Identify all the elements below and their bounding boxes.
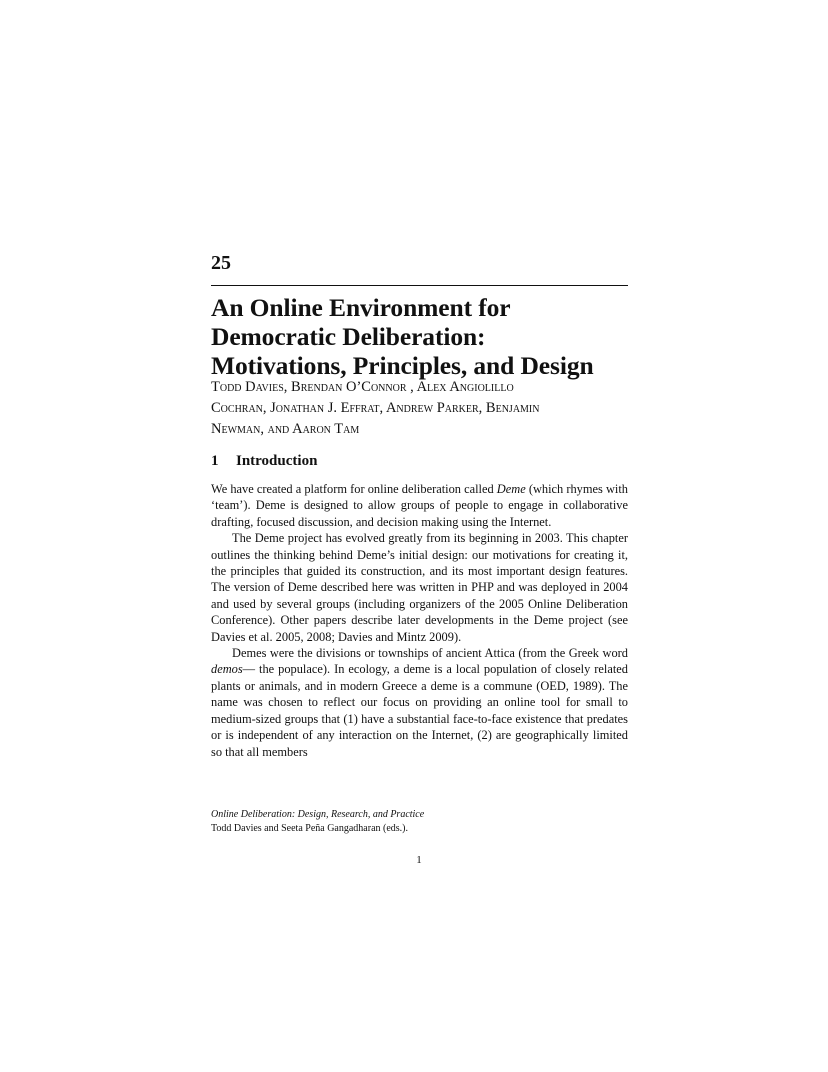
chapter-title-line: Motivations, Principles, and Design [211, 351, 594, 380]
paragraph: The Deme project has evolved greatly from its beginning in 2003. This chapter outlines the thinking behind Deme’s initial design: our motivations for creating it, the principles that guided its construction, and its most important design features. The version of Deme described here was written in PHP and was deployed in 2004 and used by several groups (including organizers of the 2005 Online Deliberation Conference). Other papers describe later developments in the Deme project (see Davies et al. 2005, 2008; Davies and Mintz 2009). [211, 531, 628, 644]
paragraph-text: (which rhymes with ‘team’). Deme is designed to allow groups of people to engage in collaborative drafting, focused discussion, and decision making using the Internet. [211, 482, 628, 529]
emphasis-text: Deme [496, 482, 526, 496]
paragraph [211, 645, 628, 760]
paragraph-text: — the populace). In ecology, a deme is a local population of closely related plants or animals, and in modern Greece a deme is a commune (OED, 1989). The name was chosen to reflect our focus on providing an online tool for small to medium-sized groups that (1) have a substantial face-to-face existence that predates or is independent of any interaction on the Internet, (2) are geographically limited so that all members [211, 662, 628, 759]
emphasis-text: demos [211, 662, 243, 677]
page-number: 1 [416, 854, 422, 866]
author-line: Todd Davies, Brendan O’Connor , Alex Angiolillo [211, 379, 514, 395]
chapter-title-line: An Online Environment for [211, 293, 511, 322]
book-footer [211, 808, 628, 835]
book-editors: Todd Davies and Seeta Peña Gangadharan (eds.). [211, 822, 409, 834]
author-line: Cochran, Jonathan J. Effrat, Andrew Parker, Benjamin [211, 400, 540, 416]
section-number: 1 [211, 453, 219, 469]
book-title: Online Deliberation: Design, Research, and Practice [211, 809, 425, 820]
paragraph-text: We have created a platform for online deliberation called [211, 482, 497, 496]
paragraph [211, 481, 628, 530]
body-text [211, 481, 628, 760]
chapter-title [211, 293, 628, 380]
author-line: Newman, and Aaron Tam [211, 421, 360, 437]
chapter-title-line: Democratic Deliberation: [211, 322, 486, 351]
section-heading [211, 451, 317, 471]
author-list [211, 377, 631, 440]
paragraph-text: Demes were the divisions or townships of ancient Attica (from the Greek word [232, 646, 628, 661]
chapter-rule [211, 285, 628, 286]
section-title: Introduction [236, 453, 318, 469]
chapter-number: 25 [211, 252, 231, 274]
